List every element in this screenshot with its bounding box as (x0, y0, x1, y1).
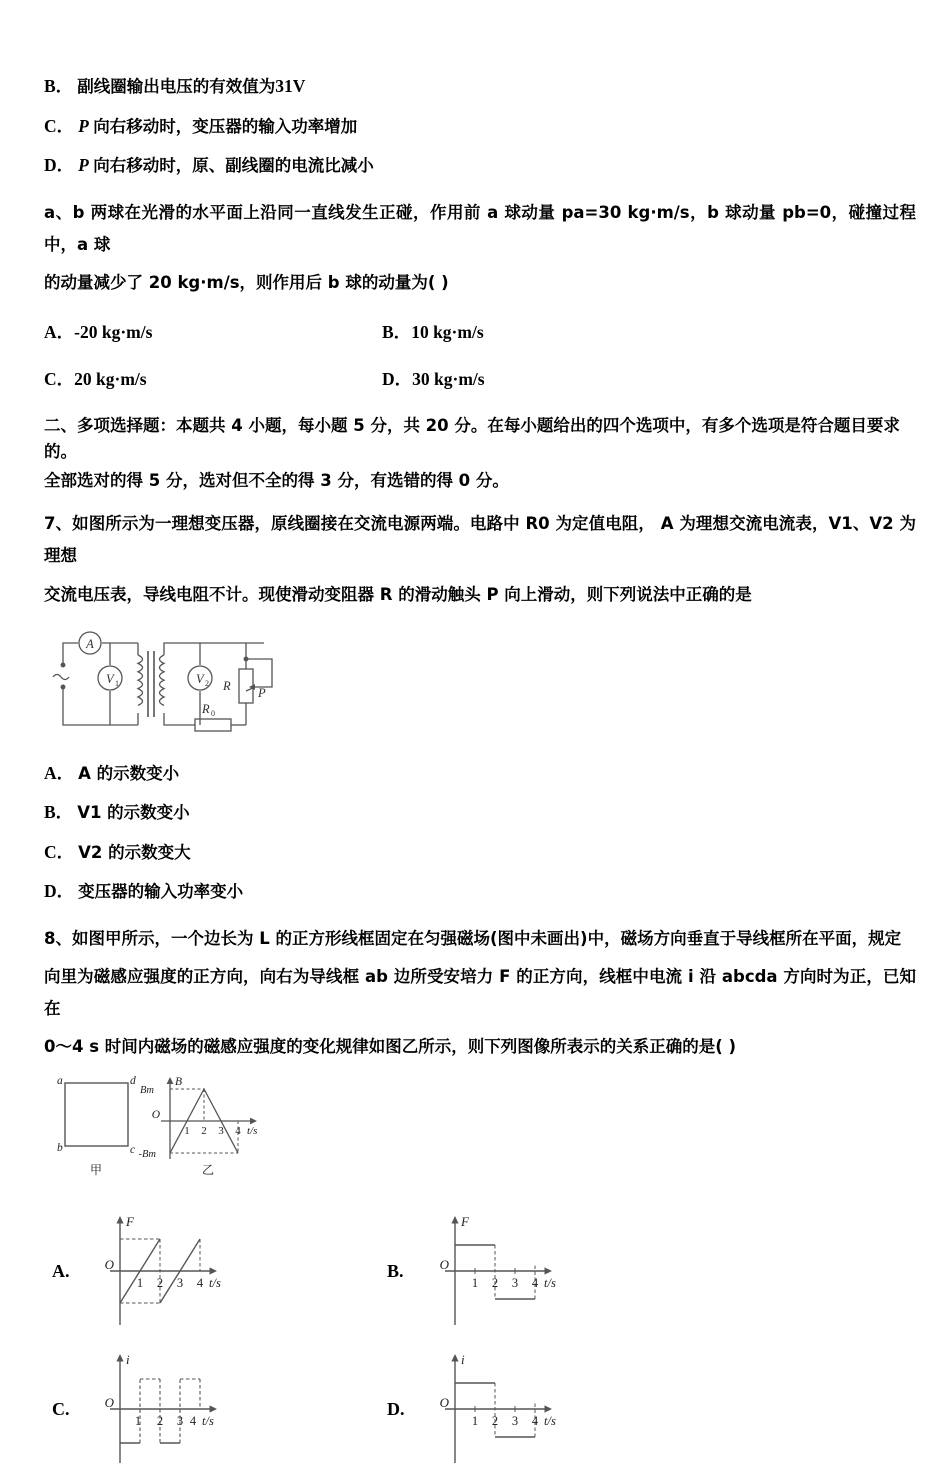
option-A-y-label: F (126, 1214, 134, 1230)
loop-vertex-a: a (57, 1075, 63, 1088)
question-6-stem-line-1 (44, 197, 916, 261)
fig-yi-xtick-4: 4 (235, 1125, 241, 1138)
option-B-xtick-2: 2 (491, 1276, 499, 1291)
option-B-xtick-3: 3 (511, 1276, 519, 1291)
fig-yi-origin-label: O (151, 1109, 160, 1122)
option-line-q5-D (44, 157, 916, 175)
option-label-B: B. (387, 1260, 404, 1281)
question-8-text: 0～4 s 时间内磁场的磁感应强度的变化规律如图乙所示，则下列图像所表示的关系正确的是( ) (44, 1037, 737, 1057)
transformer-circuit-figure (50, 621, 916, 739)
fig-yi-xtick-3: 3 (218, 1125, 224, 1138)
question-7-text: 交流电压表，导线电阻不计。现使滑动变阻器 R 的滑动触头 P 向上滑动，则下列说法中正确的是 (44, 584, 752, 604)
option-label: C． (44, 115, 75, 136)
rheostat-label: R (223, 678, 231, 693)
question-6-text: 的动量减少了 20 kg·m/s，则作用后 b 球的动量为( ) (44, 272, 449, 292)
option-label-C: C. (52, 1398, 70, 1419)
option-D-xtick-4: 4 (531, 1414, 539, 1429)
option-label: B． (44, 76, 74, 96)
transformer-circuit-svg (50, 621, 300, 739)
fig-jia-loop (65, 1083, 128, 1146)
option-graphs-row-2 (44, 1345, 916, 1473)
fig-jia-yi-svg (48, 1071, 298, 1179)
option-D-xtick-2: 2 (491, 1414, 499, 1429)
option-text: 副线圈输出电压的有效值为 (77, 77, 276, 96)
option-A-origin-label: O (104, 1257, 114, 1273)
question-6-options-row-1 (44, 319, 916, 344)
option-B-x-label: t/s (544, 1276, 556, 1291)
question-7-text: 7、如图所示为一理想变压器，原线圈接在交流电源两端。电路中 R0 为定值电阻， A 为理想交流电流表，V1、V2 为理想 (44, 514, 916, 566)
option-D-graph (415, 1345, 615, 1473)
option-C-x-label: t/s (202, 1414, 214, 1429)
option-text: -20 kg·m/s (74, 322, 153, 343)
option-value: 31V (275, 76, 306, 96)
option-B-origin-label: O (439, 1257, 449, 1273)
option-text: 20 kg·m/s (74, 369, 147, 390)
option-A-x-label: t/s (209, 1276, 221, 1291)
option-symbol: P (78, 155, 89, 175)
option-B-xtick-4: 4 (531, 1276, 539, 1291)
fig-jia-caption: 甲 (89, 1163, 103, 1178)
option-B-y-label: F (461, 1214, 469, 1230)
option-D-y-label: i (461, 1352, 465, 1368)
question-8-text: 向里为磁感应强度的正方向，向右为导线框 ab 边所受安培力 F 的正方向，线框中电流 i 沿 abcda 方向时为正，已知在 (44, 966, 916, 1019)
fig-yi-x-axis-label: t/s (247, 1125, 258, 1138)
question-8-text: 8、如图甲所示，一个边长为 L 的正方形线框固定在匀强磁场(图中未画出)中，磁场方向垂直于导线框所在平面，规定 (44, 928, 902, 948)
loop-vertex-b: b (57, 1142, 63, 1155)
question-7-stem-line-2 (44, 579, 916, 611)
option-text: A 的示数变小 (78, 763, 180, 783)
option-line-q5-B (44, 78, 916, 96)
option-line-q7-D: D． 变压器的输入功率变小 (44, 881, 244, 902)
section-2-header-line-1: 二、多项选择题：本题共 4 小题，每小题 5 分，共 20 分。在每小题给出的四个选项中，有多个选项是符合题目要求的。 (44, 416, 900, 462)
fig-yi-xtick-1: 1 (184, 1125, 190, 1138)
voltmeter-2-label: V (196, 671, 204, 686)
option-C-xtick-2: 2 (156, 1414, 164, 1429)
loop-vertex-c: c (130, 1144, 136, 1157)
option-symbol: P (78, 115, 89, 136)
option-text: 30 kg·m/s (412, 369, 485, 390)
ac-source-icon (53, 674, 69, 679)
option-B-xtick-1: 1 (471, 1276, 479, 1291)
slider-label: P (258, 685, 266, 700)
option-A-xtick-4: 4 (196, 1276, 204, 1291)
option-q6-D: D．30 kg·m/s (382, 369, 485, 390)
option-A-xtick-3: 3 (176, 1276, 184, 1291)
question-6-options-row-2 (44, 366, 916, 391)
question-6-text: a、b 两球在光滑的水平面上沿同一直线发生正碰，作用前 a 球动量 pa=30 kg·m/s，b 球动量 pb=0，碰撞过程中，a 球 (44, 202, 916, 254)
question-6-stem-line-2 (44, 267, 916, 299)
question-8-stem-line-2 (44, 961, 916, 1025)
ammeter-label: A (86, 636, 94, 651)
option-text: 向右移动时，变压器的输入功率增加 (93, 116, 358, 136)
option-C-graph (80, 1345, 280, 1473)
option-C-xtick-4: 4 (189, 1414, 197, 1429)
section-2-header-line-2: 全部选对的得 5 分，选对但不全的得 3 分，有选错的得 0 分。 (44, 470, 509, 490)
option-C-waveform-dashed (140, 1379, 200, 1443)
fig-yi-ymin-label: -Bm (138, 1149, 156, 1161)
fixed-resistor-label: R (202, 701, 210, 716)
option-A-xtick-1: 1 (136, 1276, 144, 1291)
option-8-C (44, 1345, 379, 1473)
option-8-D (379, 1345, 615, 1473)
option-text: 变压器的输入功率变小 (78, 882, 244, 902)
question-8-stem-line-3 (44, 1031, 916, 1063)
fixed-resistor-sub: 0 (211, 708, 215, 718)
fig-yi-axes (161, 1081, 253, 1159)
fig-yi-caption: 乙 (201, 1163, 215, 1178)
question-8-stem-line-1 (44, 923, 916, 955)
option-text: V1 的示数变小 (77, 803, 190, 823)
voltmeter-1-label: V (106, 671, 114, 686)
fig-yi-y-arrow (167, 1077, 174, 1084)
fig-yi-xtick-2: 2 (201, 1125, 207, 1138)
option-8-B (379, 1207, 615, 1335)
option-q6-C: C．20 kg·m/s (44, 369, 147, 390)
option-C-xtick-3: 3 (176, 1414, 184, 1429)
option-q6-B: B．10 kg·m/s (382, 322, 484, 343)
option-B-graph (415, 1207, 615, 1335)
option-D-xtick-3: 3 (511, 1414, 519, 1429)
option-D-x-label: t/s (544, 1414, 556, 1429)
option-label: D． (44, 155, 75, 175)
fig-yi-x-arrow (250, 1118, 257, 1125)
fig-yi-ymax-label: Bm (140, 1085, 154, 1097)
option-A-graph (80, 1207, 280, 1335)
option-A-xtick-2: 2 (156, 1276, 164, 1291)
option-D-origin-label: O (439, 1395, 449, 1411)
option-text: V2 的示数变大 (78, 842, 191, 862)
fig-yi-y-axis-label: B (175, 1076, 183, 1089)
option-graphs-row-1 (44, 1207, 916, 1335)
question-7-stem-line-1 (44, 508, 916, 572)
option-line-q7-A: A． A 的示数变小 (44, 762, 180, 783)
option-line-q7-C: C． V2 的示数变大 (44, 841, 191, 862)
option-text: 向右移动时，原、副线圈的电流比减小 (93, 156, 374, 175)
option-label-A: A. (52, 1260, 70, 1281)
option-q6-A: A．-20 kg·m/s (44, 322, 153, 343)
voltmeter-2-sub: 2 (205, 678, 209, 688)
option-C-origin-label: O (104, 1395, 114, 1411)
option-D-xtick-1: 1 (471, 1414, 479, 1429)
option-text: 10 kg·m/s (411, 322, 484, 343)
question-8-figures (48, 1071, 916, 1179)
option-line-q5-C (44, 115, 916, 136)
page-content (44, 78, 916, 1473)
option-C-y-label: i (126, 1352, 130, 1368)
voltmeter-1-sub: 1 (115, 678, 119, 688)
option-label-D: D. (387, 1398, 405, 1419)
option-C-xtick-1: 1 (134, 1414, 142, 1429)
option-8-A (44, 1207, 379, 1335)
loop-vertex-d: d (130, 1075, 136, 1088)
option-line-q7-B: B． V1 的示数变小 (44, 802, 190, 823)
